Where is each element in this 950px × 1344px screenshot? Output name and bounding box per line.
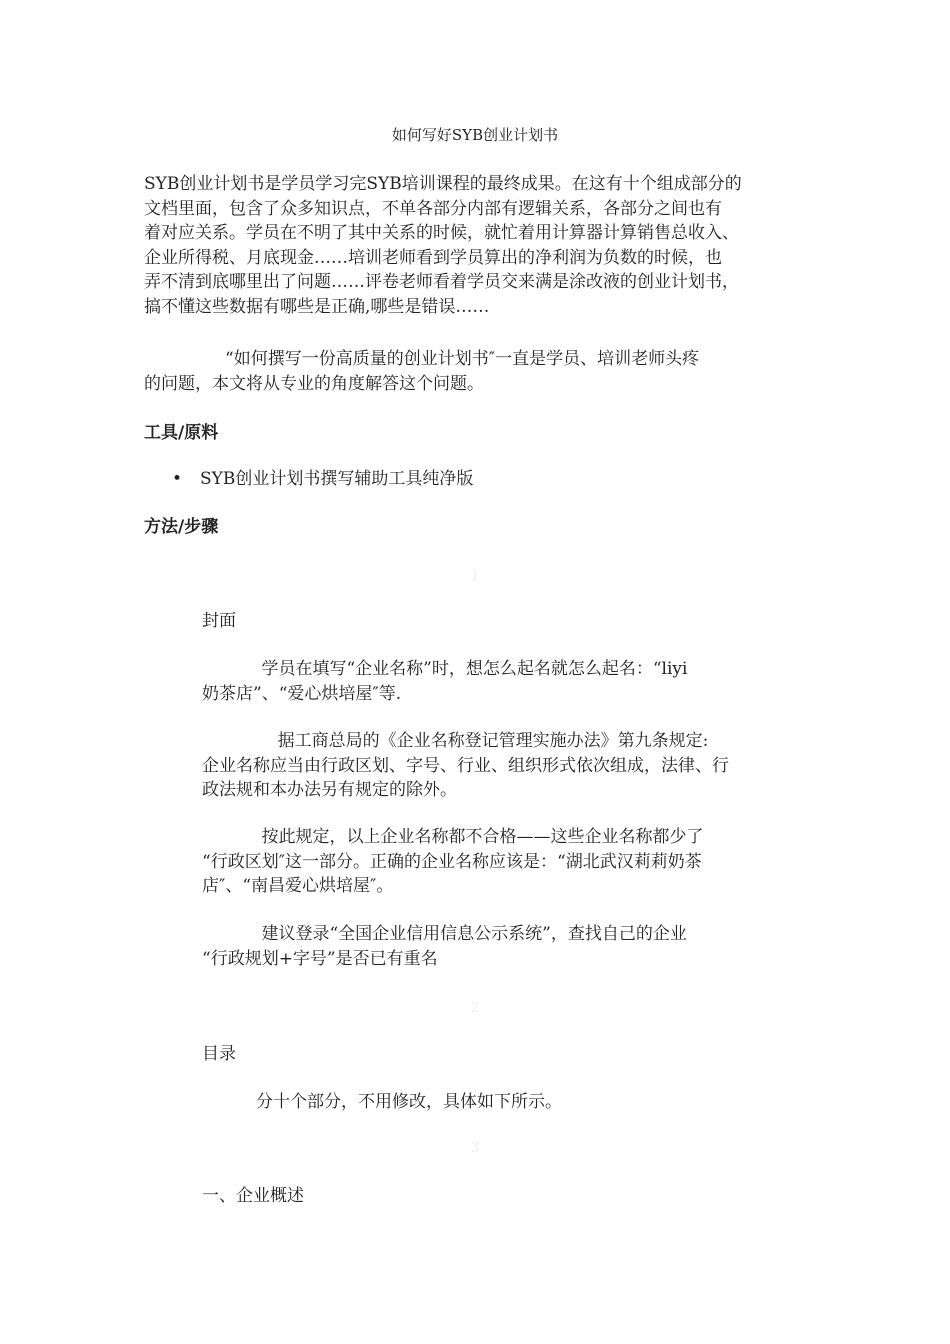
step-title: 目录 xyxy=(202,1044,236,1064)
step-paragraph xyxy=(202,729,729,803)
step-line: 按此规定，以上企业名称都不合格——这些企业名称都少了 xyxy=(202,827,704,847)
step-line: 企业名称应当由行政区划、字号、行业、组织形式依次组成，法律、行 xyxy=(202,755,729,776)
quote-paragraph xyxy=(144,347,699,396)
step-line: 奶茶店”、“爱心烘培屋″等. xyxy=(202,683,402,704)
quote-line: 的问题，本文将从专业的角度解答这个问题。 xyxy=(144,373,484,394)
quote-line: “如何撰写一份高质量的创业计划书″一直是学员、培训老师头疼 xyxy=(144,349,700,369)
step-line: 政法规和本办法另有规定的除外。 xyxy=(202,780,457,800)
step-line: “行政区划″这一部分。正确的企业名称应该是：“湖北武汉莉莉奶茶 xyxy=(202,851,702,872)
step-line: “行政规划+字号”是否已有重名 xyxy=(202,948,438,969)
intro-line: 文档里面，包含了众多知识点，不单各部分内部有逻辑关系，各部分之间也有 xyxy=(144,198,722,219)
step-line: 学员在填写“企业名称”时，想怎么起名就怎么起名：“liyi xyxy=(202,659,688,679)
step-title: 封面 xyxy=(202,611,236,631)
document-title: 如何写好SYB创业计划书 xyxy=(391,126,559,144)
bullet-icon: • xyxy=(172,469,183,489)
step-line: 分十个部分，不用修改，具体如下所示。 xyxy=(202,1092,563,1112)
step-paragraph xyxy=(202,825,703,899)
intro-line: 着对应关系。学员在不明了其中关系的时候，就忙着用计算器计算销售总收入、 xyxy=(144,223,739,243)
tools-list-item xyxy=(172,467,473,491)
intro-line: SYB创业计划书是学员学习完SYB培训课程的最终成果。在这有十个组成部分的 xyxy=(144,174,742,194)
step-line: 据工商总局的《企业名称登记管理实施办法》第九条规定: xyxy=(202,731,709,751)
step-paragraph xyxy=(202,922,687,971)
step-line: 店″、“南昌爱心烘培屋″。 xyxy=(202,876,394,896)
step-number: 3 xyxy=(470,1140,480,1156)
tools-item-label: SYB创业计划书撰写辅助工具纯净版 xyxy=(200,469,474,489)
intro-line: 搞不懂这些数据有哪些是正确,哪些是错误…… xyxy=(144,296,490,317)
intro-line: 弄不清到底哪里出了问题……评卷老师看着学员交来满是涂改液的创业计划书， xyxy=(144,272,739,292)
step-line: 建议登录“全国企业信用信息公示系统”，查找自己的企业 xyxy=(202,924,687,944)
step-number: 2 xyxy=(470,1000,480,1016)
step-number: 1 xyxy=(470,568,480,584)
step-paragraph xyxy=(202,1090,562,1115)
tools-heading: 工具/原料 xyxy=(144,423,219,443)
step-paragraph xyxy=(202,657,687,706)
steps-heading: 方法/步骤 xyxy=(144,517,219,537)
intro-line: 企业所得税、月底现金……培训老师看到学员算出的净利润为负数的时候，也 xyxy=(144,247,722,268)
step-title: 一、企业概述 xyxy=(202,1186,304,1206)
intro-paragraph xyxy=(144,172,742,319)
